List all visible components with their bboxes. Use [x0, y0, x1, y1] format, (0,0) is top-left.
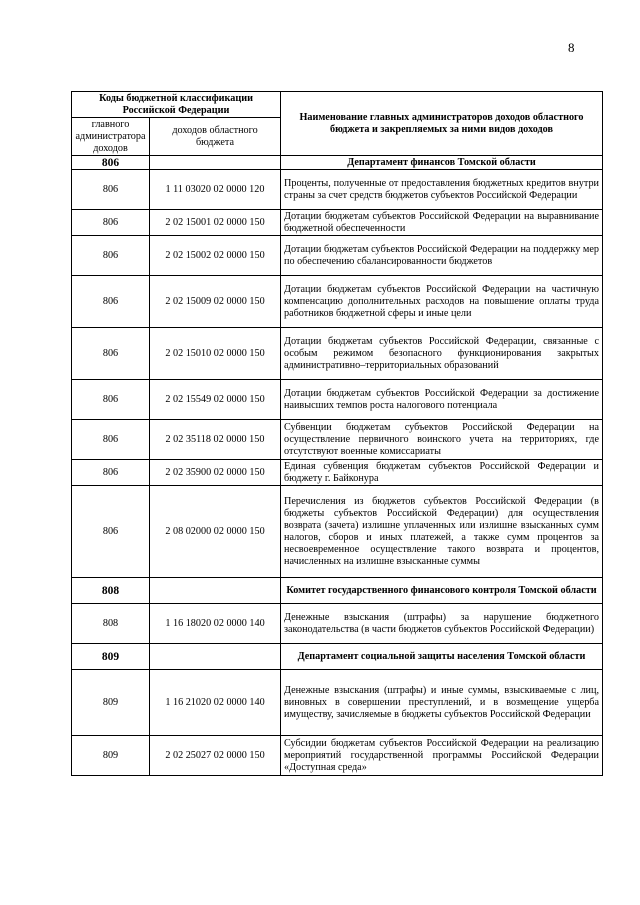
table-row	[72, 420, 603, 460]
admin-code-cell: 806	[72, 328, 150, 380]
admin-column-header: главного администратора доходов	[72, 118, 150, 156]
admin-code-cell: 809	[72, 670, 150, 736]
income-name-cell: Субсидии бюджетам субъектов Российской Федерации на реализацию мероприятий государственной программы Российской Федерации «Доступная среда»	[281, 736, 603, 776]
department-row	[72, 156, 603, 170]
table-row	[72, 380, 603, 420]
admin-code-cell: 809	[72, 644, 150, 670]
budget-table	[71, 91, 603, 776]
income-code-cell: 2 02 25027 02 0000 150	[150, 736, 281, 776]
admin-code-cell: 806	[72, 460, 150, 486]
income-code-cell: 1 11 03020 02 0000 120	[150, 170, 281, 210]
admin-code-cell: 806	[72, 486, 150, 578]
table-row	[72, 236, 603, 276]
department-row	[72, 578, 603, 604]
income-code-cell	[150, 644, 281, 670]
income-code-cell: 1 16 18020 02 0000 140	[150, 604, 281, 644]
income-code-cell: 2 08 02000 02 0000 150	[150, 486, 281, 578]
income-name-cell: Дотации бюджетам субъектов Российской Федерации, связанные с особым режимом безопасного функционирования закрытых административно–территориальных образований	[281, 328, 603, 380]
table-row	[72, 670, 603, 736]
income-name-cell: Дотации бюджетам субъектов Российской Федерации на частичную компенсацию дополнительных расходов на повышение оплаты труда работников бюджетной сферы и иные цели	[281, 276, 603, 328]
income-name-cell: Денежные взыскания (штрафы) за нарушение бюджетного законодательства (в части бюджетов субъектов Российской Федерации)	[281, 604, 603, 644]
table-row	[72, 736, 603, 776]
income-code-cell: 2 02 35118 02 0000 150	[150, 420, 281, 460]
income-name-cell: Перечисления из бюджетов субъектов Российской Федерации (в бюджеты субъектов Российской Федерации) для осуществления возврата (зачета) излишне уплаченных или излишне взысканных сумм налогов, сборов и иных платежей, а также сумм процентов за несвоевременное осуществление такого возврата и процентов, начисленных на излишне взысканные суммы	[281, 486, 603, 578]
codes-header: Коды бюджетной классификации Российской Федерации	[72, 92, 281, 118]
income-name-cell: Проценты, полученные от предоставления бюджетных кредитов внутри страны за счет средств бюджетов субъектов Российской Федерации	[281, 170, 603, 210]
admin-code-cell: 806	[72, 236, 150, 276]
table-row	[72, 486, 603, 578]
admin-code-cell: 808	[72, 604, 150, 644]
department-row	[72, 644, 603, 670]
income-code-cell	[150, 156, 281, 170]
income-name-cell: Субвенции бюджетам субъектов Российской Федерации на осуществление первичного воинского учета на территориях, где отсутствуют военные комиссариаты	[281, 420, 603, 460]
page-number: 8	[568, 40, 575, 55]
income-name-cell: Дотации бюджетам субъектов Российской Федерации за достижение наивысших темпов роста налогового потенциала	[281, 380, 603, 420]
admin-code-cell: 806	[72, 380, 150, 420]
income-code-cell: 2 02 15001 02 0000 150	[150, 210, 281, 236]
admin-code-cell: 806	[72, 156, 150, 170]
table-row	[72, 276, 603, 328]
income-name-cell: Дотации бюджетам субъектов Российской Федерации на поддержку мер по обеспечению сбалансированности бюджетов	[281, 236, 603, 276]
department-name-cell: Департамент финансов Томской области	[281, 156, 603, 170]
income-code-cell	[150, 578, 281, 604]
table-row	[72, 328, 603, 380]
income-code-cell: 2 02 15010 02 0000 150	[150, 328, 281, 380]
income-code-cell: 2 02 35900 02 0000 150	[150, 460, 281, 486]
income-name-cell: Дотации бюджетам субъектов Российской Федерации на выравнивание бюджетной обеспеченности	[281, 210, 603, 236]
admin-code-cell: 806	[72, 170, 150, 210]
admin-code-cell: 806	[72, 276, 150, 328]
table-row	[72, 210, 603, 236]
admin-code-cell: 806	[72, 420, 150, 460]
income-column-header: доходов областного бюджета	[150, 118, 281, 156]
table-row	[72, 170, 603, 210]
admin-code-cell: 809	[72, 736, 150, 776]
table-body	[72, 156, 603, 776]
income-name-cell: Денежные взыскания (штрафы) и иные суммы, взыскиваемые с лиц, виновных в совершении преступлений, и в возмещение ущерба имуществу, зачисляемые в бюджеты субъектов Российской Федерации	[281, 670, 603, 736]
admin-code-cell: 808	[72, 578, 150, 604]
table-row	[72, 604, 603, 644]
table-row	[72, 460, 603, 486]
department-name-cell: Департамент социальной защиты населения Томской области	[281, 644, 603, 670]
name-header: Наименование главных администраторов доходов областного бюджета и закрепляемых за ними видов доходов	[281, 92, 603, 156]
income-code-cell: 2 02 15002 02 0000 150	[150, 236, 281, 276]
income-code-cell: 2 02 15549 02 0000 150	[150, 380, 281, 420]
income-code-cell: 2 02 15009 02 0000 150	[150, 276, 281, 328]
admin-code-cell: 806	[72, 210, 150, 236]
income-code-cell: 1 16 21020 02 0000 140	[150, 670, 281, 736]
department-name-cell: Комитет государственного финансового контроля Томской области	[281, 578, 603, 604]
income-name-cell: Единая субвенция бюджетам субъектов Российской Федерации и бюджету г. Байконура	[281, 460, 603, 486]
